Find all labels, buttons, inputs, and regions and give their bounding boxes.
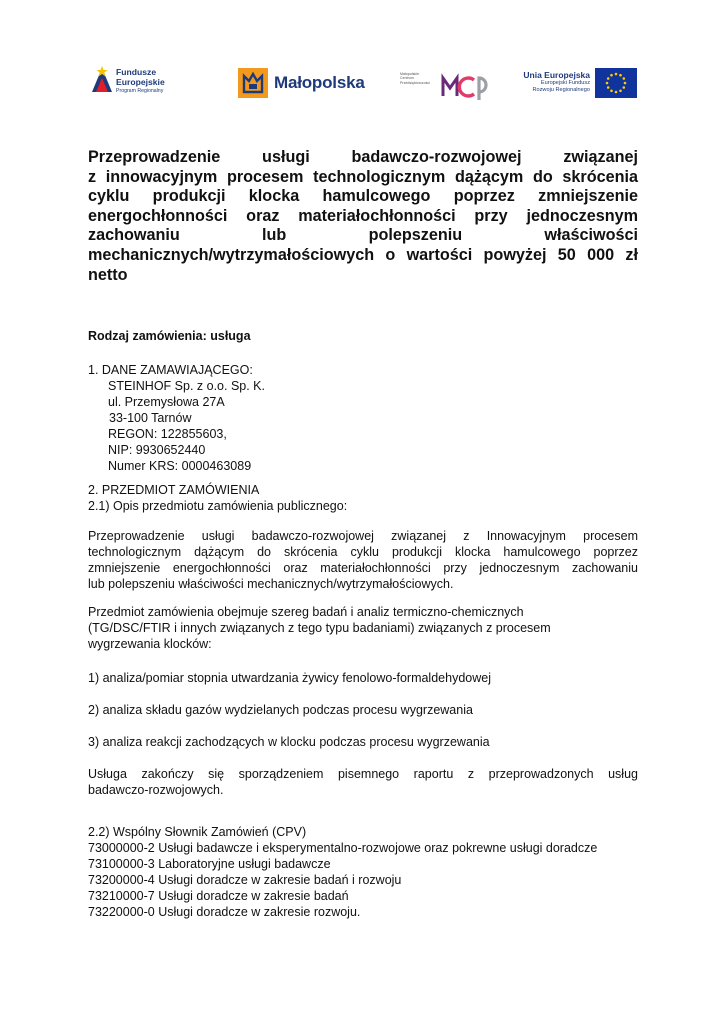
malopolska-logo (238, 68, 378, 100)
description-line-4: lub polepszeniu właściwości mechanicznych/wytrzymałościowych. (88, 577, 454, 591)
description-line-1: Przeprowadzenie usługi badawczo-rozwojowej związanej z Innowacyjnym procesem (88, 529, 638, 543)
company-regon: REGON: 122855603, (108, 427, 227, 441)
scope-line-1: Przedmiot zamówienia obejmuje szereg badań i analiz termiczno-chemicznych (88, 605, 524, 619)
conclusion-paragraph (88, 766, 638, 798)
section1-block (88, 362, 638, 474)
cpv-code-3: 73200000-4 Usługi doradcze w zakresie badań i rozwoju (88, 873, 402, 887)
analysis-item-2: 2) analiza składu gazów wydzielanych podczas procesu wygrzewania (88, 703, 473, 717)
company-nip: NIP: 9930652440 (108, 443, 206, 457)
mcp-logo (400, 70, 495, 104)
title-line-6: mechanicznych/wytrzymałościowych o wartości powyżej 50 000 zł (88, 245, 638, 264)
conclusion-line-1: Usługa zakończy się sporządzeniem pisemnego raportu z przeprowadzonych usług (88, 767, 638, 781)
title-line-2: z innowacyjnym procesem technologicznym dążącym do skrócenia (88, 167, 638, 186)
fe-line3: Program Regionalny (116, 88, 164, 94)
fe-line1: Fundusze (116, 67, 157, 77)
order-type: Rodzaj zamówienia: usługa (88, 329, 251, 343)
title-line-4: energochłonności oraz materiałochłonności przy jednoczesnym (88, 206, 638, 225)
ue-title: Unia Europejska (523, 70, 590, 80)
description-paragraph (88, 528, 638, 592)
malopolska-emblem-icon (238, 68, 268, 98)
cpv-heading: 2.2) Wspólny Słownik Zamówień (CPV) (88, 825, 307, 839)
fe-line2: Europejskie (116, 76, 165, 87)
logo-bar (0, 56, 725, 112)
mcp-line1: Małopolskie (400, 72, 419, 76)
description-line-3: zmniejszenie energochłonności oraz materiałochłonności przy jednoczesnym zachowaniu (88, 561, 638, 575)
title-line-5: zachowaniu lub polepszeniu właściwości (88, 226, 638, 245)
fe-star-icon (90, 64, 114, 94)
section2-heading: 2. PRZEDMIOT ZAMÓWIENIA (88, 483, 260, 497)
cpv-code-2: 73100000-3 Laboratoryjne usługi badawcze (88, 857, 331, 871)
scope-line-2: (TG/DSC/FTIR i innych związanych z tego typu badaniami) związanych z procesem (88, 621, 551, 635)
company-krs: Numer KRS: 0000463089 (108, 459, 252, 473)
title-line-1: Przeprowadzenie usługi badawczo-rozwojowej związanej (88, 148, 638, 166)
mcp-line2: Centrum (400, 76, 414, 81)
conclusion-line-2: badawczo-rozwojowych. (88, 783, 224, 797)
company-city: 33-100 Tarnów (109, 411, 192, 425)
document-title (88, 148, 638, 285)
company-street: ul. Przemysłowa 27A (108, 395, 225, 409)
analysis-item-3: 3) analiza reakcji zachodzących w klocku podczas procesu wygrzewania (88, 735, 490, 749)
scope-paragraph (88, 604, 638, 652)
section2-subheading: 2.1) Opis przedmiotu zamówienia publicznego: (88, 499, 348, 513)
cpv-block (88, 824, 638, 920)
cpv-code-5: 73220000-0 Usługi doradcze w zakresie rozwoju. (88, 905, 361, 919)
unia-europejska-logo (510, 68, 640, 102)
company-name: STEINHOF Sp. z o.o. Sp. K. (108, 379, 265, 393)
fundusze-europejskie-logo (90, 62, 190, 102)
cpv-code-4: 73210000-7 Usługi doradcze w zakresie badań (88, 889, 349, 903)
section1-heading: 1. DANE ZAMAWIAJĄCEGO: (88, 363, 253, 377)
scope-line-3: wygrzewania klocków: (88, 637, 212, 651)
description-line-2: technologicznym dążącym do skrócenia cyklu produkcji klocka hamulcowego poprzez (88, 545, 638, 559)
ue-line2: Rozwoju Regionalnego (532, 87, 590, 93)
analysis-item-1: 1) analiza/pomiar stopnia utwardzania żywicy fenolowo-formaldehydowej (88, 671, 491, 685)
title-line-3: cyklu produkcji klocka hamulcowego poprzez zmniejszenie (88, 187, 638, 206)
section2-headings (88, 482, 638, 514)
cpv-code-1: 73000000-2 Usługi badawcze i eksperymentalno-rozwojowe oraz pokrewne usługi doradcze (88, 841, 598, 855)
malopolska-name: Małopolska (274, 73, 365, 92)
mcp-line3: Przedsiębiorczości (400, 80, 430, 85)
title-line-7: netto (88, 265, 128, 284)
ue-line1: Europejski Fundusz (540, 80, 590, 86)
mcp-mark-icon (440, 70, 492, 102)
eu-flag-icon (595, 68, 637, 98)
